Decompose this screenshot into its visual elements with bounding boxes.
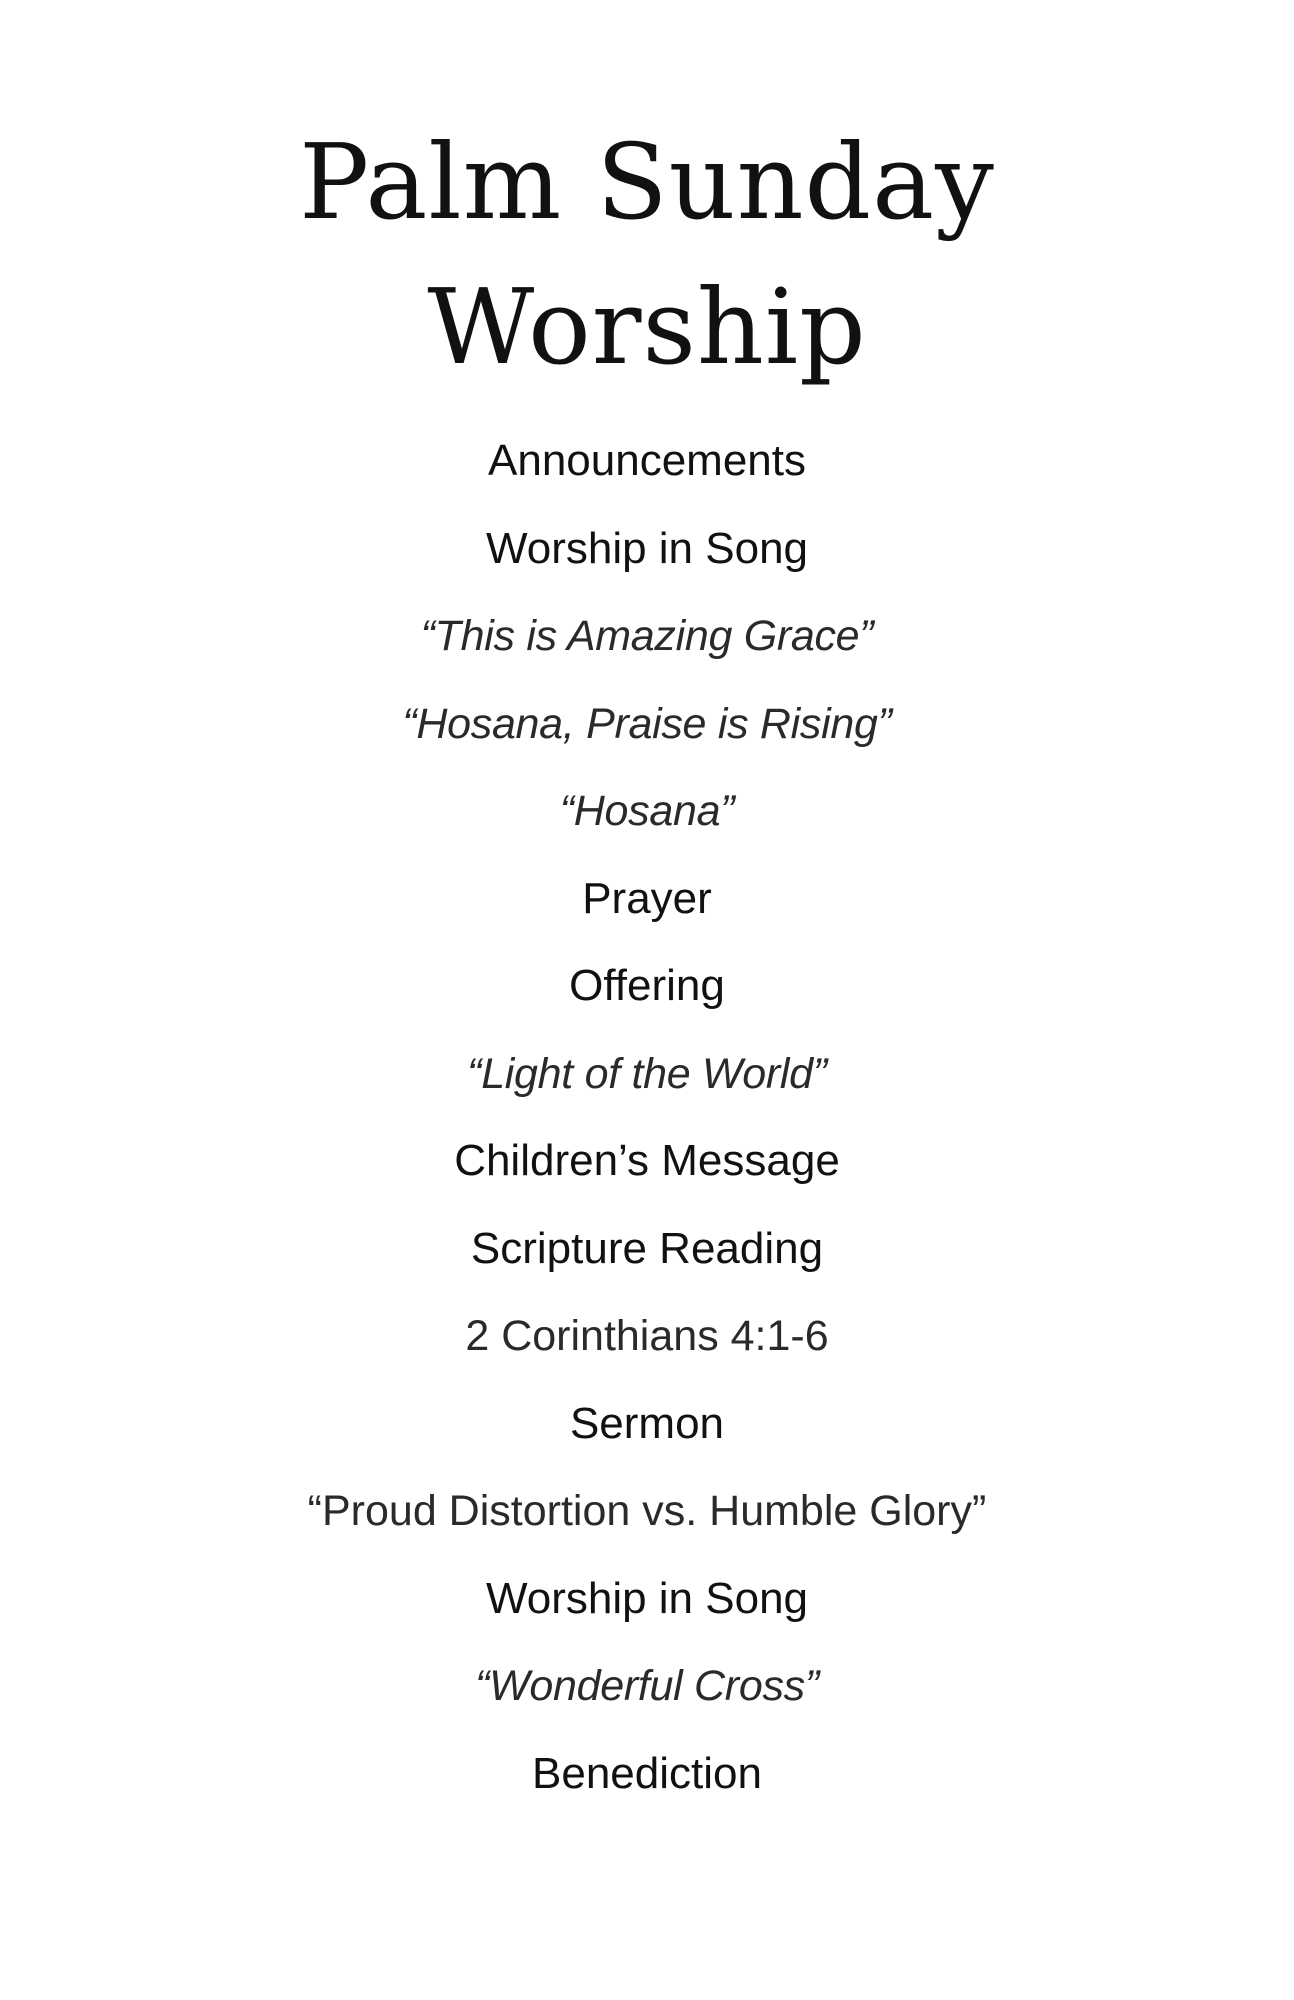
order-of-service xyxy=(0,436,1294,1836)
scripture-reference: 2 Corinthians 4:1-6 xyxy=(465,1312,829,1360)
item-offering: Offering xyxy=(569,961,725,1010)
item-benediction: Benediction xyxy=(532,1748,762,1798)
song-title: “Light of the World” xyxy=(467,1049,827,1098)
item-announcements: Announcements xyxy=(488,436,806,485)
song-title: “This is Amazing Grace” xyxy=(420,612,874,660)
item-childrens-message: Children’s Message xyxy=(454,1136,840,1185)
song-title: “Hosana” xyxy=(559,787,735,835)
song-title: “Hosana, Praise is Rising” xyxy=(402,699,892,748)
item-prayer: Prayer xyxy=(582,873,712,923)
song-title: “Wonderful Cross” xyxy=(475,1662,819,1710)
item-worship-in-song: Worship in Song xyxy=(485,1573,809,1623)
item-sermon: Sermon xyxy=(569,1398,725,1448)
page-title-line-2: Worship xyxy=(427,266,867,388)
item-scripture-reading: Scripture Reading xyxy=(470,1223,824,1273)
item-worship-in-song: Worship in Song xyxy=(485,523,809,573)
sermon-title: “Proud Distortion vs. Humble Glory” xyxy=(307,1487,987,1535)
page-title-line-1: Palm Sunday xyxy=(299,121,995,243)
